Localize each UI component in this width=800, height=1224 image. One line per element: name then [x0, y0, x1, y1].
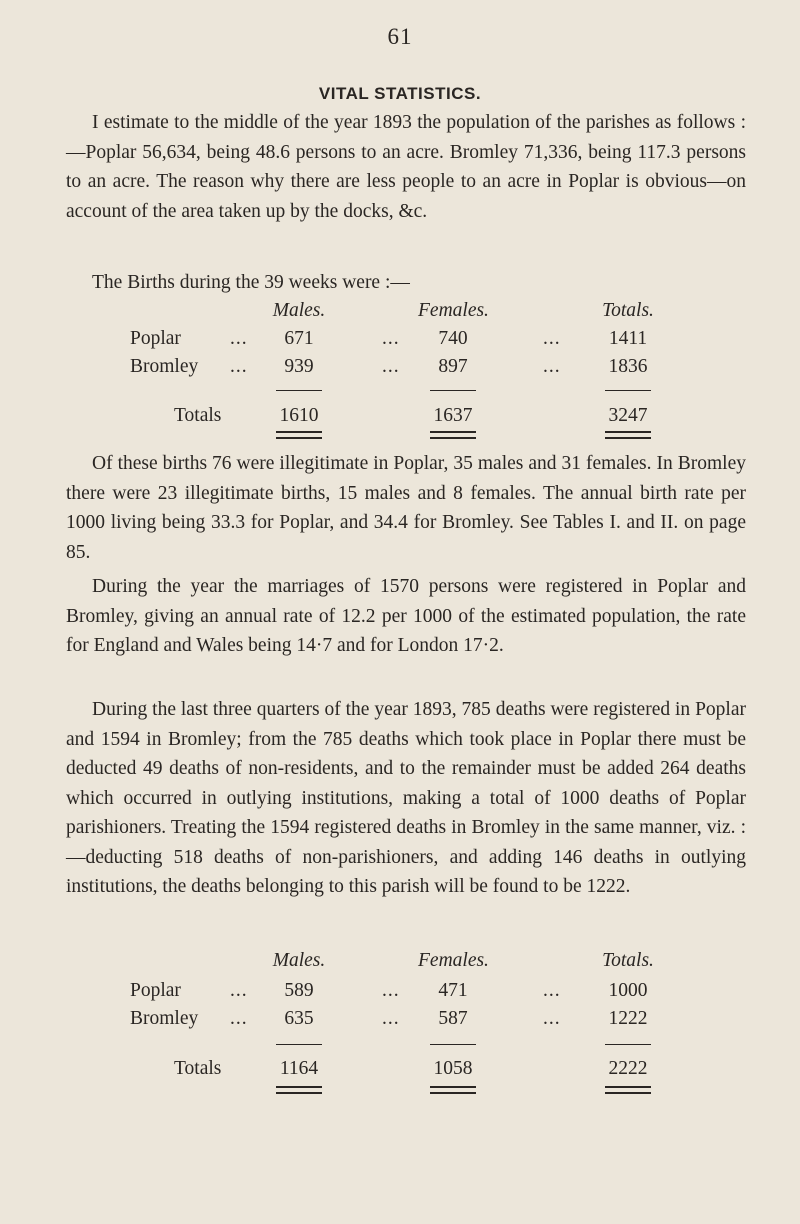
leader-dots: ...: [230, 328, 248, 349]
row-label: Bromley: [130, 1008, 199, 1029]
leader-dots: ...: [382, 328, 400, 349]
rule-line: [276, 1044, 322, 1045]
header-totals: Totals.: [602, 300, 654, 321]
header-females: Females.: [418, 950, 489, 971]
double-rule-line: [605, 1086, 651, 1094]
header-males: Males.: [272, 950, 326, 971]
table-header-row: [0, 950, 800, 978]
total-double-rule: [0, 1086, 800, 1114]
double-rule-line: [430, 1086, 476, 1094]
row-label: Totals: [174, 1058, 222, 1079]
paragraph-illegitimate-births: Of these births 76 were illegitimate in Poplar, 35 males and 31 females. In Bromley there were 23 illegitimate births, 15 males and 8 females. The annual birth rate per 1000 living being 33.3 for Poplar, and 34.4 for Bromley. See Tables I. and II. on page 85.: [66, 453, 746, 563]
cell-totals: 2222: [608, 1058, 648, 1079]
cell-males: 1164: [279, 1058, 319, 1079]
cell-totals: 1000: [608, 980, 648, 1001]
cell-males: 1610: [279, 405, 319, 426]
cell-females: 471: [438, 980, 468, 1001]
table-row: [0, 1008, 800, 1036]
leader-dots: ...: [382, 1008, 400, 1029]
paragraph-births-intro: The Births during the 39 weeks were :—: [92, 272, 410, 293]
cell-totals: 1222: [608, 1008, 648, 1029]
leader-dots: ...: [543, 1008, 561, 1029]
cell-totals: 1836: [608, 356, 648, 377]
table-row: [0, 980, 800, 1008]
header-females: Females.: [418, 300, 489, 321]
cell-females: 1058: [433, 1058, 473, 1079]
rule-line: [430, 1044, 476, 1045]
cell-males: 635: [284, 1008, 314, 1029]
cell-totals: 3247: [608, 405, 648, 426]
cell-females: 740: [438, 328, 468, 349]
cell-totals: 1411: [608, 328, 648, 349]
double-rule-line: [605, 431, 651, 439]
table-header-row: [0, 300, 800, 328]
rule-line: [430, 390, 476, 391]
double-rule-line: [430, 431, 476, 439]
leader-dots: ...: [543, 980, 561, 1001]
paragraph-marriages: During the year the marriages of 1570 persons were registered in Poplar and Bromley, giving an annual rate of 12.2 per 1000 of the estimated population, the rate for England and Wales being 14·7 and for London 17·2.: [66, 576, 746, 656]
leader-dots: ...: [382, 356, 400, 377]
leader-dots: ...: [543, 328, 561, 349]
cell-males: 671: [284, 328, 314, 349]
leader-dots: ...: [382, 980, 400, 1001]
header-males: Males.: [272, 300, 326, 321]
double-rule-line: [276, 431, 322, 439]
leader-dots: ...: [543, 356, 561, 377]
row-label: Poplar: [130, 980, 181, 1001]
cell-females: 897: [438, 356, 468, 377]
cell-females: 587: [438, 1008, 468, 1029]
totals-row: [0, 405, 800, 433]
cell-females: 1637: [433, 405, 473, 426]
page-number: 61: [387, 24, 413, 49]
row-label: Poplar: [130, 328, 181, 349]
page-heading: VITAL STATISTICS.: [318, 84, 482, 103]
rule-line: [276, 390, 322, 391]
table-row: [0, 328, 800, 356]
totals-row: [0, 1058, 800, 1086]
rule-line: [605, 1044, 651, 1045]
paragraph-population-estimate: I estimate to the middle of the year 1893 the population of the parishes as follows :—Poplar 56,634, being 48.6 persons to an acre. Bromley 71,336, being 117.3 persons to an acre. The reason why there are less people to an acre in Poplar is obvious—on account of the area taken up by the docks, &c.: [66, 112, 746, 222]
row-label: Totals: [174, 405, 222, 426]
rule-line: [605, 390, 651, 391]
table-row: [0, 356, 800, 384]
leader-dots: ...: [230, 1008, 248, 1029]
leader-dots: ...: [230, 980, 248, 1001]
header-totals: Totals.: [602, 950, 654, 971]
row-label: Bromley: [130, 356, 199, 377]
double-rule-line: [276, 1086, 322, 1094]
leader-dots: ...: [230, 356, 248, 377]
cell-males: 939: [284, 356, 314, 377]
paragraph-deaths: During the last three quarters of the year 1893, 785 deaths were registered in Poplar and 1594 in Bromley; from the 785 deaths which took place in Poplar there must be deducted 49 deaths of non-residents, and to the remainder must be added 264 deaths which occurred in outlying institutions, making a total of 1000 deaths of Poplar parishioners. Treating the 1594 registered deaths in Bromley in the same manner, viz. :—deducting 518 deaths of non-parishioners, and adding 146 deaths in outlying institutions, the deaths belonging to this parish will be found to be 1222.: [66, 699, 746, 897]
cell-males: 589: [284, 980, 314, 1001]
